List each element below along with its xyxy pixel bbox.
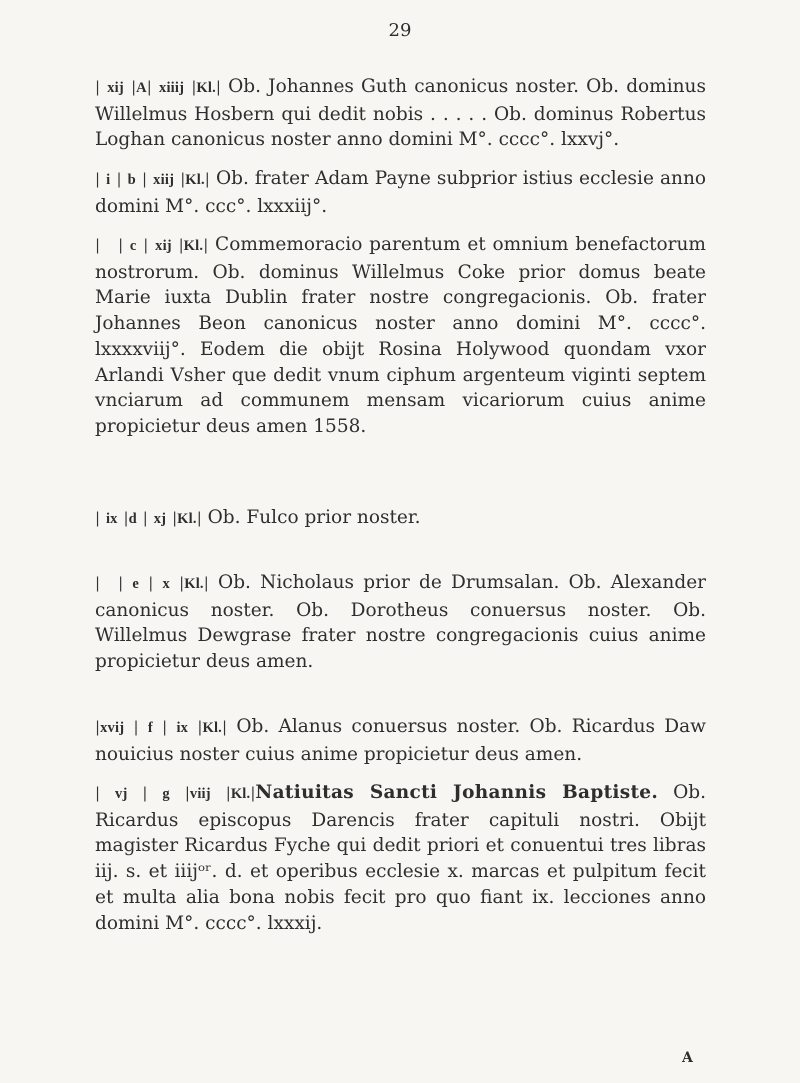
entry-text: Ob. Johannes Guth canonicus noster. Ob. dominus Willelmus Hosbern qui dedit nobis . . . . . Ob. dominus Robertus Loghan canonicus noster anno domini M°. cccc°. lxxvj°.: [95, 76, 706, 151]
calendar-entry: | | e | x |Kl.| Ob. Nicholaus prior de Drumsalan. Ob. Alexander canonicus noster. Ob. Dorotheus conuersus noster. Ob. Willelmus Dewgrase frater nostre congregacionis cuius anime propicietur deus amen.: [95, 572, 706, 673]
calendar-entry: | | c | xij |Kl.| Commemoracio parentum et omnium benefactorum nostrorum. Ob. dominus Willelmus Coke prior domus beate Marie iuxta Dublin frater nostre congregacionis. Ob. frater Johannes Beon canonicus noster anno domini M°. cccc°. lxxxxviij°. Eodem die obijt Rosina Holywood quondam vxor Arlandi Vsher que dedit vnum ciphum argenteum viginti septem vnciarum ad communem mensam vicariorum cuius anime propicietur deus amen 1558.: [95, 234, 706, 437]
golden-number: ix: [105, 511, 118, 527]
catchword: A: [682, 1050, 693, 1066]
entry-text: Ob. Fulco prior noster.: [207, 507, 421, 528]
kalends-mark: Kl.: [230, 786, 251, 802]
kalends-mark: Kl.: [202, 720, 223, 736]
kalends-mark: Kl.: [196, 80, 216, 96]
calendar-entry: |xvij | f | ix |Kl.| Ob. Alanus conuersus noster. Ob. Ricardus Daw nouicius noster cuius anime propicietur deus amen.: [95, 716, 706, 765]
day-count: ix: [176, 720, 189, 736]
dominical-letter: f: [147, 720, 153, 736]
calendar-entry: | ix |d | xj |Kl.| Ob. Fulco prior noster.: [95, 507, 421, 528]
day-count: xiij: [153, 172, 175, 188]
golden-number: xij: [107, 80, 124, 96]
entry-text: Ob. frater Adam Payne subprior istius ecclesie anno domini M°. ccc°. lxxxiij°.: [95, 168, 707, 217]
kalends-mark: Kl.: [184, 576, 204, 592]
golden-number: xvij: [100, 720, 125, 736]
entry-text: Ob. Ricardus episcopus Darencis frater capituli nostri. Obijt magister Ricardus Fyche qui dedit priori et conuentui tres libras iij. s. et iiijᵒʳ. d. et operibus ecclesie x. marcas et pulpitum fecit et multa alia bona nobis fecit pro quo fiant ix. lecciones anno domini M°. cccc°. lxxxij.: [95, 782, 706, 934]
calendar-entry: | i | b | xiij |Kl.| Ob. frater Adam Payne subprior istius ecclesie anno domini M°. ccc°. lxxxiij°.: [95, 168, 707, 217]
day-count: xij: [155, 238, 172, 254]
dominical-letter: c: [129, 238, 137, 254]
kalends-mark: Kl.: [185, 172, 205, 188]
entry-text: Ob. Nicholaus prior de Drumsalan. Ob. Alexander canonicus noster. Ob. Dorotheus conuersus noster. Ob. Willelmus Dewgrase frater nostre congregacionis cuius anime propicietur deus amen.: [95, 572, 706, 673]
calendar-entry: | xij |A| xiiij |Kl.| Ob. Johannes Guth canonicus noster. Ob. dominus Willelmus Hosbern qui dedit nobis . . . . . Ob. dominus Robertus Loghan canonicus noster anno domini M°. cccc°. lxxvj°.: [95, 76, 706, 151]
dominical-letter: b: [127, 172, 136, 188]
dominical-letter: e: [132, 576, 139, 592]
day-count: xiiij: [159, 80, 185, 96]
day-count: viij: [189, 786, 211, 802]
kalends-mark: Kl.: [183, 238, 204, 254]
golden-number: i: [106, 172, 111, 188]
entry-text: Commemoracio parentum et omnium benefactorum nostrorum. Ob. dominus Willelmus Coke prior domus beate Marie iuxta Dublin frater nostre congregacionis. Ob. frater Johannes Beon canonicus noster anno domini M°. cccc°. lxxxxviij°. Eodem die obijt Rosina Holywood quondam vxor Arlandi Vsher que dedit vnum ciphum argenteum viginti septem vnciarum ad communem mensam vicariorum cuius anime propicietur deus amen 1558.: [95, 234, 706, 437]
day-count: x: [162, 576, 170, 592]
kalends-mark: Kl.: [177, 511, 197, 527]
golden-number: vj: [115, 786, 128, 802]
day-count: xj: [153, 511, 167, 527]
entry-text: Ob. Alanus conuersus noster. Ob. Ricardus Daw nouicius noster cuius anime propicietur deus amen.: [95, 716, 706, 765]
dominical-letter: d: [128, 511, 137, 527]
calendar-entry: | vj | g |viij |Kl.|Natiuitas Sancti Johannis Baptiste. Ob. Ricardus episcopus Darencis frater capituli nostri. Obijt magister Ricardus Fyche qui dedit priori et conuentui tres libras iij. s. et iiijᵒʳ. d. et operibus ecclesie x. marcas et pulpitum fecit et multa alia bona nobis fecit pro quo fiant ix. lecciones anno domini M°. cccc°. lxxxij.: [95, 782, 706, 934]
page-number: 29: [388, 20, 412, 41]
feast-title: Natiuitas Sancti Johannis Baptiste.: [255, 782, 659, 803]
dominical-letter: g: [162, 786, 170, 802]
dominical-letter: A: [136, 80, 147, 96]
